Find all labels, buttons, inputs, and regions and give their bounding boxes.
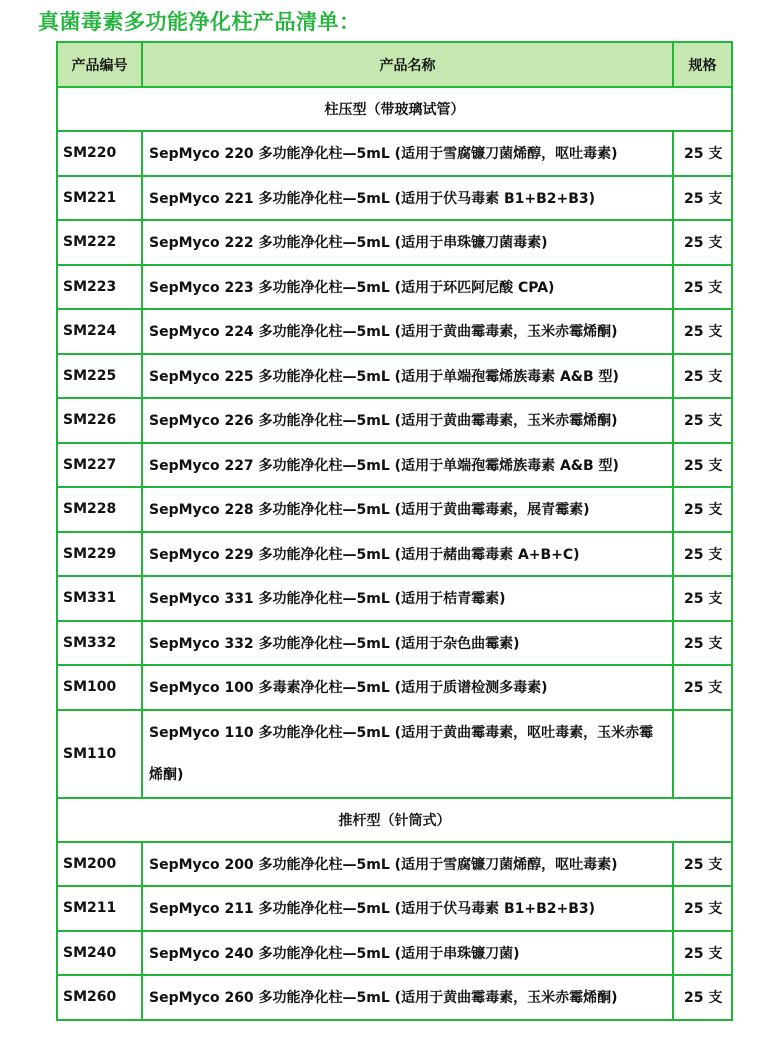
product-name: SepMyco 211 多功能净化柱—5mL (适用于伏马毒素 B1+B2+B3) <box>142 886 673 931</box>
product-code: SM228 <box>57 487 142 532</box>
table-row <box>57 532 732 577</box>
table-row <box>57 621 732 666</box>
section-label: 推杆型（针筒式） <box>57 798 732 842</box>
table-row <box>57 842 732 887</box>
header-name: 产品名称 <box>142 42 673 87</box>
table-row <box>57 710 732 798</box>
product-code: SM226 <box>57 398 142 443</box>
section-row <box>57 87 732 131</box>
product-code: SM221 <box>57 176 142 221</box>
product-name: SepMyco 332 多功能净化柱—5mL (适用于杂色曲霉素) <box>142 621 673 666</box>
product-code: SM260 <box>57 975 142 1020</box>
header-spec: 规格 <box>673 42 732 87</box>
product-spec: 25 支 <box>673 309 732 354</box>
product-name: SepMyco 200 多功能净化柱—5mL (适用于雪腐镰刀菌烯醇，呕吐毒素) <box>142 842 673 887</box>
product-table <box>56 41 733 1021</box>
table-row <box>57 220 732 265</box>
product-spec: 25 支 <box>673 176 732 221</box>
product-code: SM240 <box>57 931 142 976</box>
table-row <box>57 176 732 221</box>
product-name: SepMyco 331 多功能净化柱—5mL (适用于桔青霉素) <box>142 576 673 621</box>
product-code: SM222 <box>57 220 142 265</box>
table-row <box>57 309 732 354</box>
product-spec: 25 支 <box>673 265 732 310</box>
product-name: SepMyco 228 多功能净化柱—5mL (适用于黄曲霉毒素，展青霉素) <box>142 487 673 532</box>
product-spec: 25 支 <box>673 131 732 176</box>
product-code: SM220 <box>57 131 142 176</box>
product-name: SepMyco 240 多功能净化柱—5mL (适用于串珠镰刀菌) <box>142 931 673 976</box>
product-name: SepMyco 226 多功能净化柱—5mL (适用于黄曲霉毒素，玉米赤霉烯酮) <box>142 398 673 443</box>
product-code: SM223 <box>57 265 142 310</box>
product-name: SepMyco 110 多功能净化柱—5mL (适用于黄曲霉毒素，呕吐毒素，玉米赤霉烯酮) <box>142 710 673 798</box>
product-spec: 25 支 <box>673 621 732 666</box>
product-name: SepMyco 260 多功能净化柱—5mL (适用于黄曲霉毒素，玉米赤霉烯酮) <box>142 975 673 1020</box>
table-row <box>57 886 732 931</box>
table-row <box>57 131 732 176</box>
product-name: SepMyco 222 多功能净化柱—5mL (适用于串珠镰刀菌毒素) <box>142 220 673 265</box>
product-spec: 25 支 <box>673 354 732 399</box>
product-spec: 25 支 <box>673 532 732 577</box>
product-code: SM200 <box>57 842 142 887</box>
product-spec: 25 支 <box>673 443 732 488</box>
table-row <box>57 398 732 443</box>
product-spec: 25 支 <box>673 576 732 621</box>
product-spec: 25 支 <box>673 398 732 443</box>
product-code: SM211 <box>57 886 142 931</box>
table-header-row <box>57 42 732 87</box>
table-row <box>57 576 732 621</box>
product-name: SepMyco 227 多功能净化柱—5mL (适用于单端孢霉烯族毒素 A&B 型) <box>142 443 673 488</box>
table-row <box>57 975 732 1020</box>
product-spec: 25 支 <box>673 975 732 1020</box>
product-name: SepMyco 220 多功能净化柱—5mL (适用于雪腐镰刀菌烯醇，呕吐毒素) <box>142 131 673 176</box>
table-row <box>57 443 732 488</box>
product-spec: 25 支 <box>673 487 732 532</box>
product-name: SepMyco 100 多毒素净化柱—5mL (适用于质谱检测多毒素) <box>142 665 673 710</box>
table-row <box>57 487 732 532</box>
product-code: SM110 <box>57 710 142 798</box>
product-spec: 25 支 <box>673 665 732 710</box>
product-code: SM229 <box>57 532 142 577</box>
section-row <box>57 798 732 842</box>
section-label: 柱压型（带玻璃试管） <box>57 87 732 131</box>
product-name: SepMyco 229 多功能净化柱—5mL (适用于赭曲霉毒素 A+B+C) <box>142 532 673 577</box>
product-spec: 25 支 <box>673 886 732 931</box>
product-name: SepMyco 223 多功能净化柱—5mL (适用于环匹阿尼酸 CPA) <box>142 265 673 310</box>
table-row <box>57 931 732 976</box>
product-name: SepMyco 224 多功能净化柱—5mL (适用于黄曲霉毒素，玉米赤霉烯酮) <box>142 309 673 354</box>
page-title: 真菌毒素多功能净化柱产品清单： <box>38 10 361 34</box>
product-code: SM224 <box>57 309 142 354</box>
product-code: SM332 <box>57 621 142 666</box>
product-code: SM225 <box>57 354 142 399</box>
table-row <box>57 265 732 310</box>
product-code: SM227 <box>57 443 142 488</box>
product-spec: 25 支 <box>673 931 732 976</box>
product-code: SM100 <box>57 665 142 710</box>
product-spec: 25 支 <box>673 220 732 265</box>
table-row <box>57 665 732 710</box>
header-code: 产品编号 <box>57 42 142 87</box>
product-spec: 25 支 <box>673 842 732 887</box>
product-spec <box>673 710 732 798</box>
product-name: SepMyco 221 多功能净化柱—5mL (适用于伏马毒素 B1+B2+B3) <box>142 176 673 221</box>
product-name: SepMyco 225 多功能净化柱—5mL (适用于单端孢霉烯族毒素 A&B 型) <box>142 354 673 399</box>
product-code: SM331 <box>57 576 142 621</box>
table-row <box>57 354 732 399</box>
